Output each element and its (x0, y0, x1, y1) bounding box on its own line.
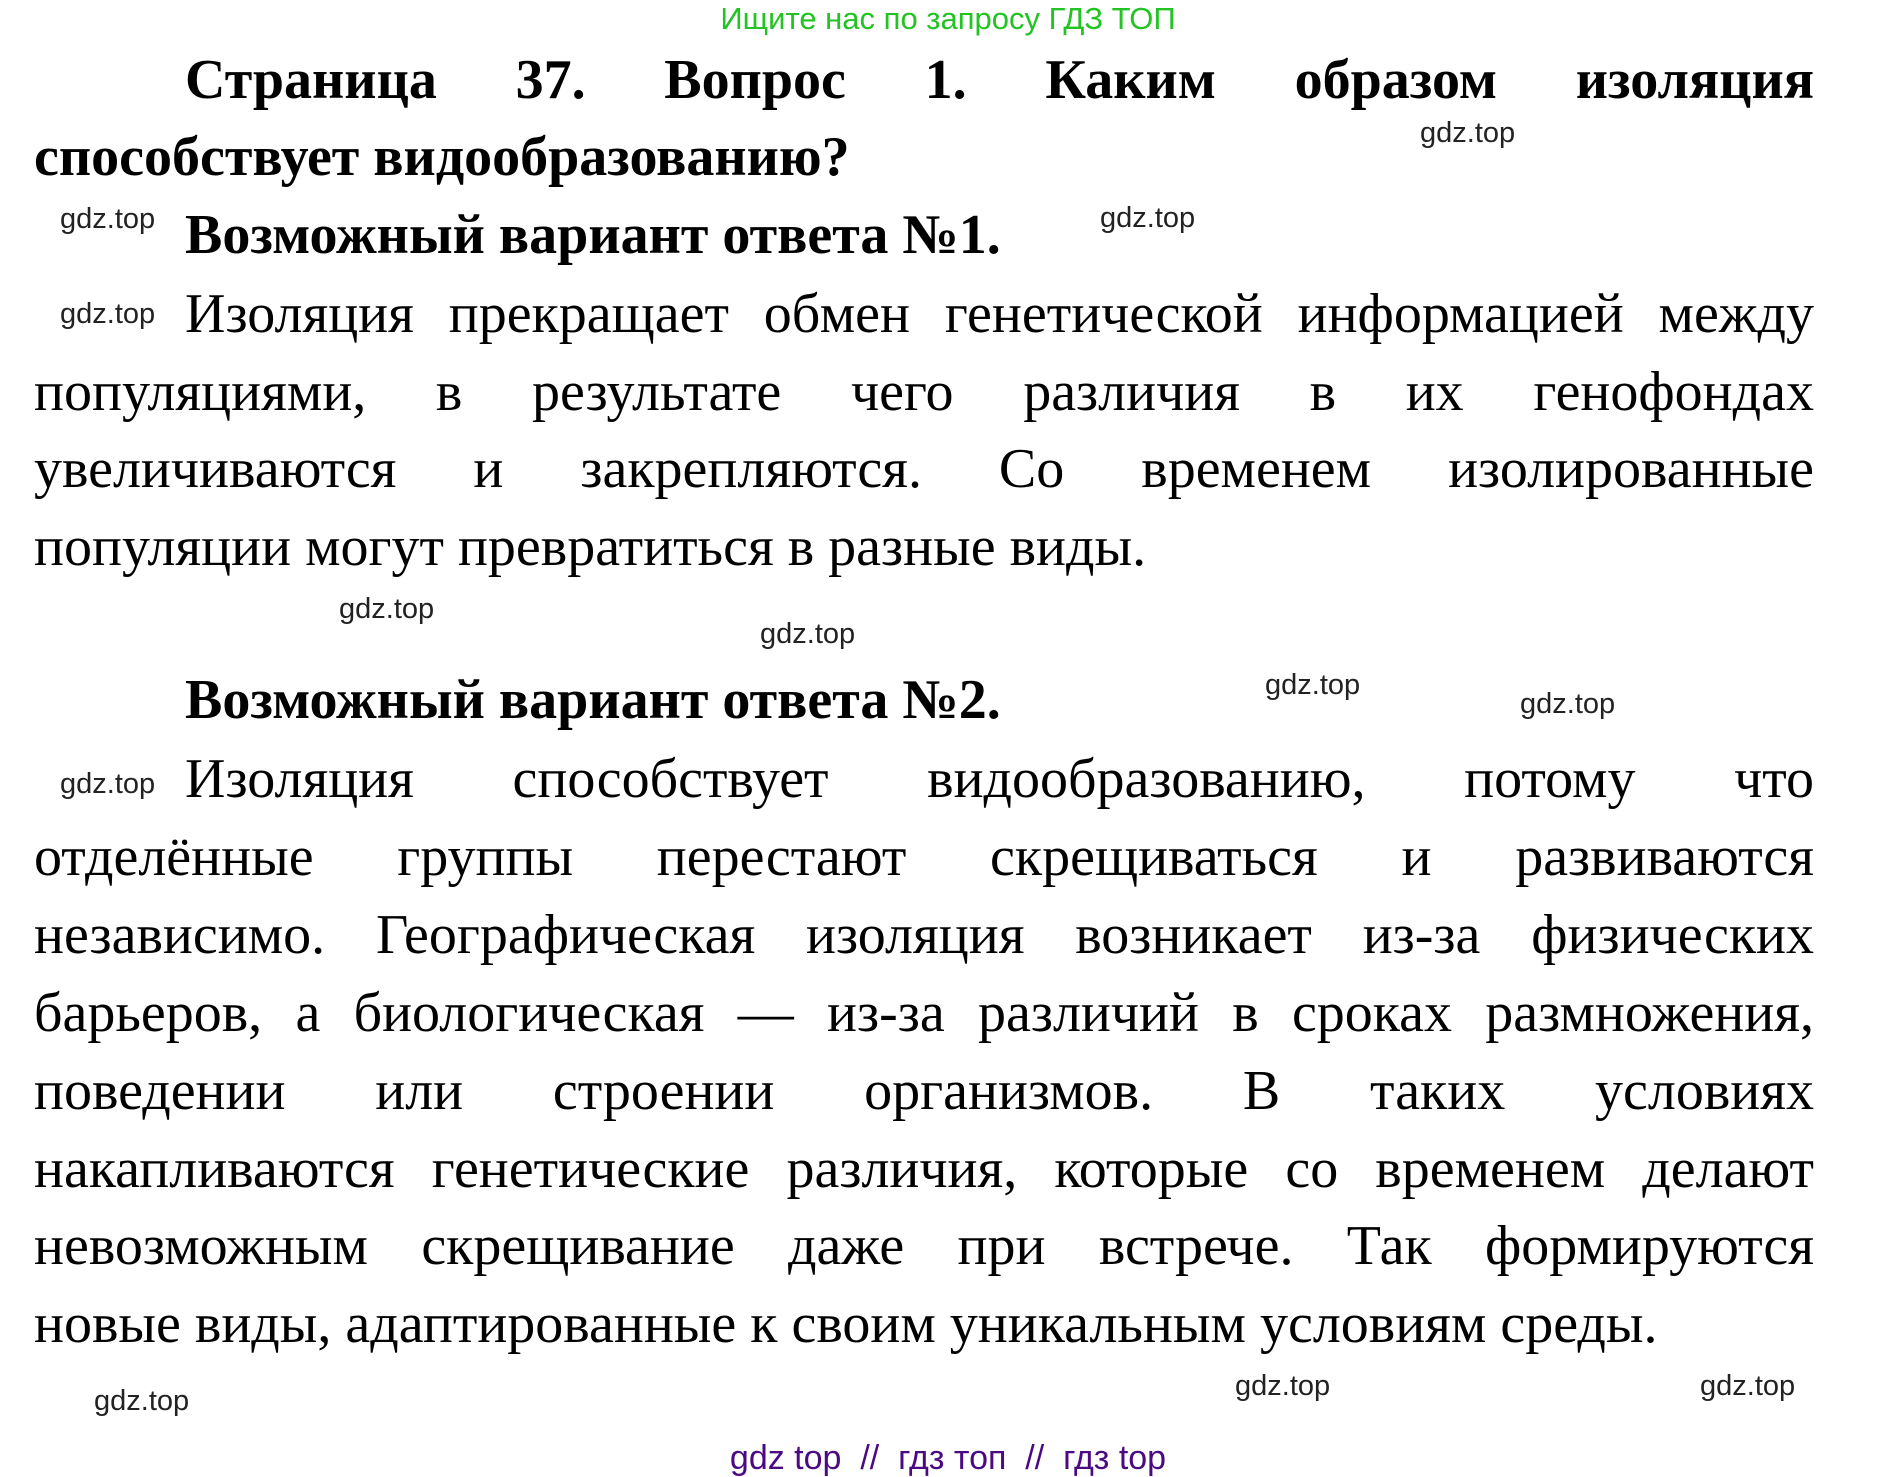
watermark: gdz.top (1520, 688, 1616, 720)
answer-1-line: популяции могут превратиться в разные виды. (34, 516, 1147, 578)
watermark: gdz.top (1420, 117, 1516, 149)
answer-1-line: популяциями, в результате чего различия в их генофондах (34, 361, 1814, 423)
answer-2-line: накапливаются генетические различия, которые со временем делают (34, 1138, 1814, 1200)
search-banner: Ищите нас по запросу ГДЗ ТОП (720, 1, 1176, 36)
answer-2-line: Изоляция способствует видообразованию, потому что (185, 748, 1814, 810)
answer-2-line: поведении или строении организмов. В таких условиях (34, 1060, 1814, 1122)
answer-1-line: Изоляция прекращает обмен генетической информацией между (185, 283, 1814, 345)
answer-2-line: новые виды, адаптированные к своим уникальным условиям среды. (34, 1293, 1658, 1355)
question-line-2: способствует видообразованию? (34, 126, 850, 188)
footer-links: gdz top // гдз топ // гдз top (729, 1439, 1167, 1477)
watermark: gdz.top (60, 298, 156, 330)
watermark: gdz.top (1235, 1370, 1331, 1402)
answer-1-heading: Возможный вариант ответа №1. (185, 204, 1001, 266)
watermark: gdz.top (94, 1385, 190, 1417)
watermark: gdz.top (60, 203, 156, 235)
watermark: gdz.top (1100, 202, 1196, 234)
watermark: gdz.top (60, 768, 156, 800)
watermark: gdz.top (1700, 1370, 1796, 1402)
watermark: gdz.top (760, 618, 856, 650)
answer-1-line: увеличиваются и закрепляются. Со временем изолированные (34, 438, 1814, 500)
watermark: gdz.top (339, 593, 435, 625)
watermark: gdz.top (1265, 669, 1361, 701)
answer-2-line: невозможным скрещивание даже при встрече. Так формируются (34, 1215, 1814, 1277)
answer-2-line: независимо. Географическая изоляция возникает из-за физических (34, 904, 1814, 966)
answer-2-line: отделённые группы перестают скрещиваться и развиваются (34, 826, 1814, 888)
answer-2-line: барьеров, а биологическая — из-за различий в сроках размножения, (34, 982, 1814, 1044)
answer-2-heading: Возможный вариант ответа №2. (185, 669, 1001, 731)
question-line-1: Страница 37. Вопрос 1. Каким образом изоляция (185, 49, 1814, 111)
